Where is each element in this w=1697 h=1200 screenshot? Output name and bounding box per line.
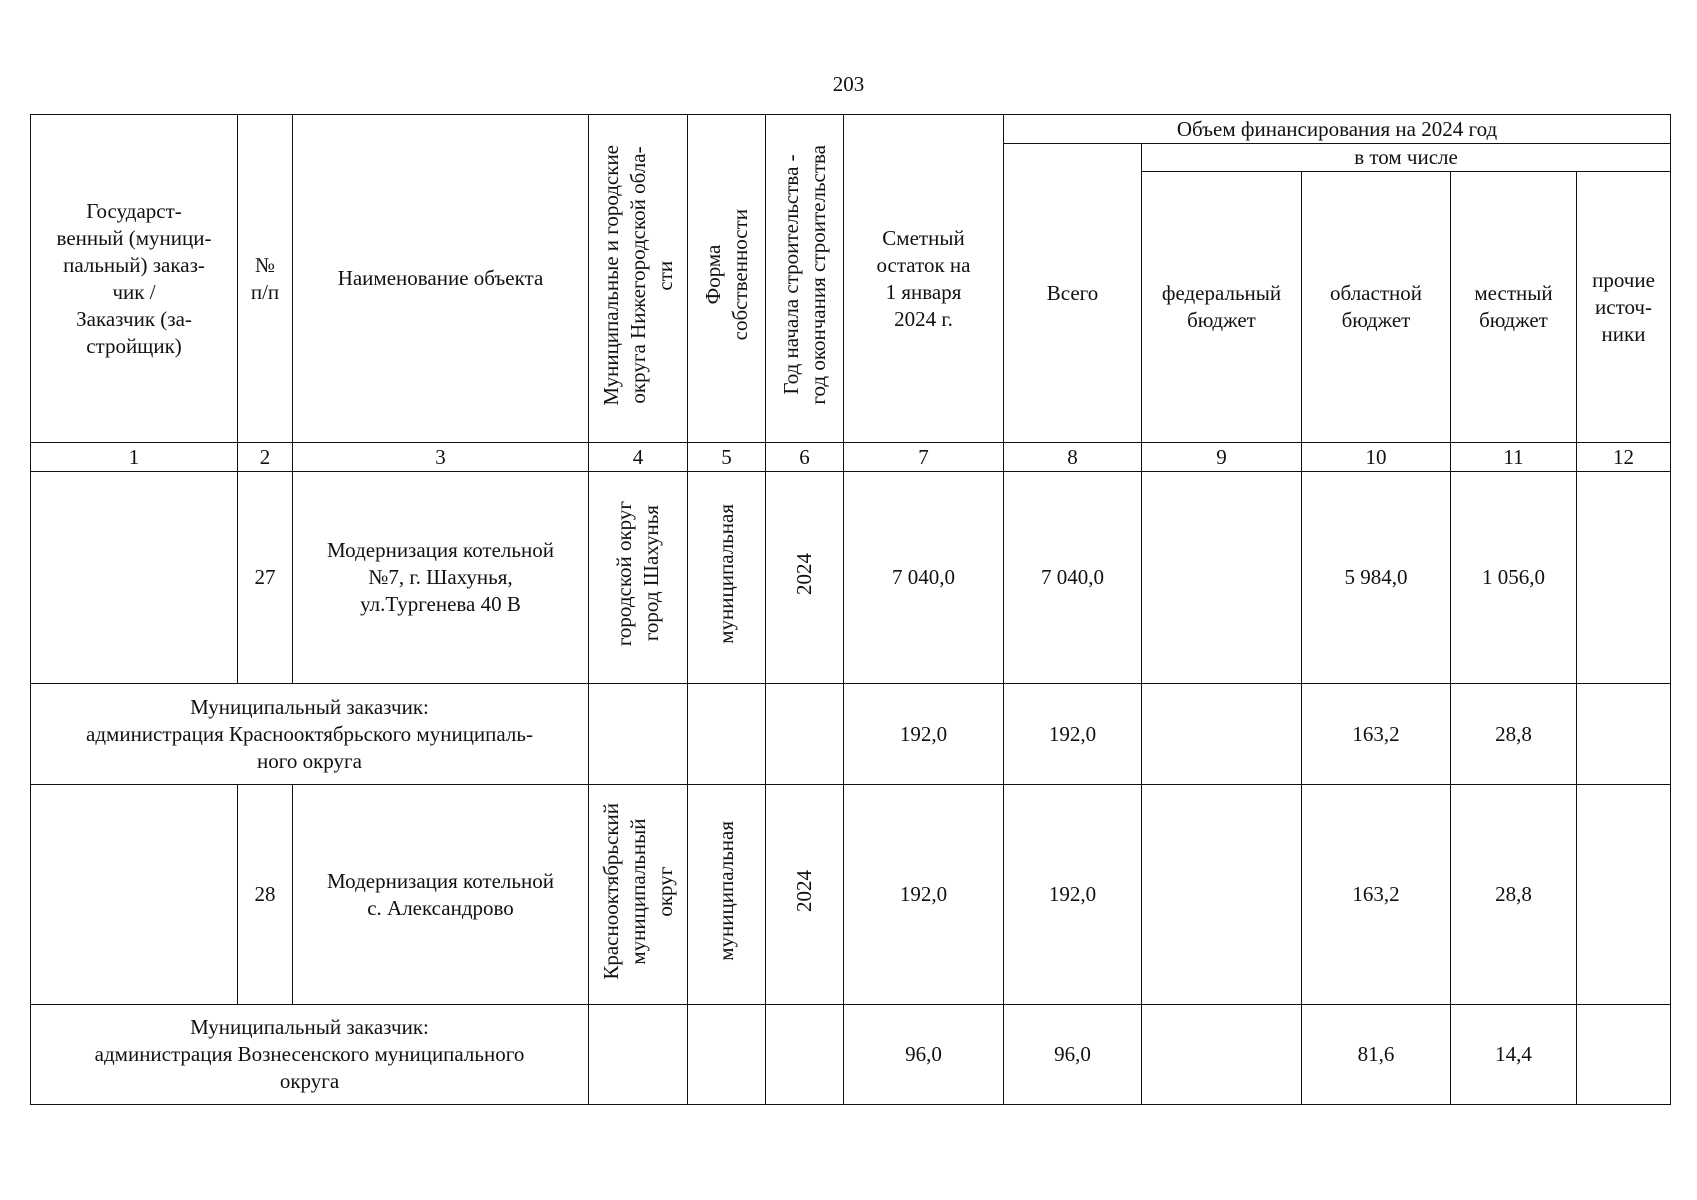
- federal-value: [1142, 1005, 1302, 1105]
- header-ownership: [688, 115, 766, 443]
- other-value: [1577, 684, 1671, 785]
- header-municipality-text: Муниципальные и городские округа Нижегородской обла- сти: [598, 144, 677, 406]
- other-value: [1577, 472, 1671, 684]
- estimate-value: 192,0: [844, 684, 1004, 785]
- total-value: 96,0: [1004, 1005, 1142, 1105]
- estimate-value: 96,0: [844, 1005, 1004, 1105]
- total-value: 192,0: [1004, 785, 1142, 1005]
- regional-value: 163,2: [1302, 785, 1451, 1005]
- header-regional: областной бюджет: [1302, 172, 1451, 443]
- municipality-cell: [589, 472, 688, 684]
- header-number: № п/п: [238, 115, 293, 443]
- customer-subtotal-row: [31, 1005, 1671, 1105]
- column-number: 4: [589, 443, 688, 472]
- header-including: в том числе: [1142, 144, 1671, 172]
- header-ownership-text: Форма собственности: [700, 209, 752, 341]
- header-local: местный бюджет: [1451, 172, 1577, 443]
- years-cell: [766, 785, 844, 1005]
- column-number: 6: [766, 443, 844, 472]
- column-number: 5: [688, 443, 766, 472]
- years-text: 2024: [792, 870, 816, 912]
- empty-cell: [688, 1005, 766, 1105]
- customer-cell: [31, 472, 238, 684]
- ownership-text: муниципальная: [714, 821, 738, 961]
- municipality-text: городской округ город Шахунья: [612, 501, 663, 647]
- column-number: 7: [844, 443, 1004, 472]
- empty-cell: [688, 684, 766, 785]
- object-name: Модернизация котельной №7, г. Шахунья, ул.Тургенева 40 В: [293, 472, 589, 684]
- ownership-cell: [688, 472, 766, 684]
- column-number: 2: [238, 443, 293, 472]
- total-value: 192,0: [1004, 684, 1142, 785]
- ownership-text: муниципальная: [714, 504, 738, 644]
- header-funding-group: Объем финансирования на 2024 год: [1004, 115, 1671, 144]
- customer-cell: [31, 785, 238, 1005]
- customer-label: Муниципальный заказчик: администрация Вознесенского муниципального округа: [31, 1005, 589, 1105]
- total-value: 7 040,0: [1004, 472, 1142, 684]
- column-number: 10: [1302, 443, 1451, 472]
- empty-cell: [589, 1005, 688, 1105]
- empty-cell: [766, 1005, 844, 1105]
- object-name: Модернизация котельной с. Александрово: [293, 785, 589, 1005]
- table-row: [31, 472, 1671, 684]
- empty-cell: [589, 684, 688, 785]
- column-number: 11: [1451, 443, 1577, 472]
- header-object-name: Наименование объекта: [293, 115, 589, 443]
- regional-value: 163,2: [1302, 684, 1451, 785]
- table-row: [31, 785, 1671, 1005]
- column-number: 9: [1142, 443, 1302, 472]
- estimate-value: 192,0: [844, 785, 1004, 1005]
- municipality-text: Краснооктябрьский муниципальный округ: [598, 802, 677, 980]
- row-number: 28: [238, 785, 293, 1005]
- row-number: 27: [238, 472, 293, 684]
- header-federal: федеральный бюджет: [1142, 172, 1302, 443]
- federal-value: [1142, 785, 1302, 1005]
- federal-value: [1142, 472, 1302, 684]
- customer-label: Муниципальный заказчик: администрация Краснооктябрьского муниципаль- ного округа: [31, 684, 589, 785]
- ownership-cell: [688, 785, 766, 1005]
- column-number: 3: [293, 443, 589, 472]
- column-numbers-row: [31, 443, 1671, 472]
- empty-cell: [766, 684, 844, 785]
- header-years: [766, 115, 844, 443]
- other-value: [1577, 1005, 1671, 1105]
- page-number: 203: [832, 72, 865, 96]
- local-value: 1 056,0: [1451, 472, 1577, 684]
- years-text: 2024: [792, 553, 816, 595]
- years-cell: [766, 472, 844, 684]
- federal-value: [1142, 684, 1302, 785]
- header-customer: Государст- венный (муници- пальный) заказ- чик / Заказчик (за- стройщик): [31, 115, 238, 443]
- column-number: 1: [31, 443, 238, 472]
- header-estimate: Сметный остаток на 1 января 2024 г.: [844, 115, 1004, 443]
- local-value: 14,4: [1451, 1005, 1577, 1105]
- header-total: Всего: [1004, 144, 1142, 443]
- header-years-text: Год начала строительства - год окончания строительства: [778, 145, 830, 405]
- column-number: 8: [1004, 443, 1142, 472]
- customer-subtotal-row: [31, 684, 1671, 785]
- local-value: 28,8: [1451, 785, 1577, 1005]
- municipality-cell: [589, 785, 688, 1005]
- other-value: [1577, 785, 1671, 1005]
- financing-table: [30, 114, 1671, 1105]
- header-other: прочие источ- ники: [1577, 172, 1671, 443]
- regional-value: 81,6: [1302, 1005, 1451, 1105]
- regional-value: 5 984,0: [1302, 472, 1451, 684]
- header-municipality: [589, 115, 688, 443]
- estimate-value: 7 040,0: [844, 472, 1004, 684]
- local-value: 28,8: [1451, 684, 1577, 785]
- column-number: 12: [1577, 443, 1671, 472]
